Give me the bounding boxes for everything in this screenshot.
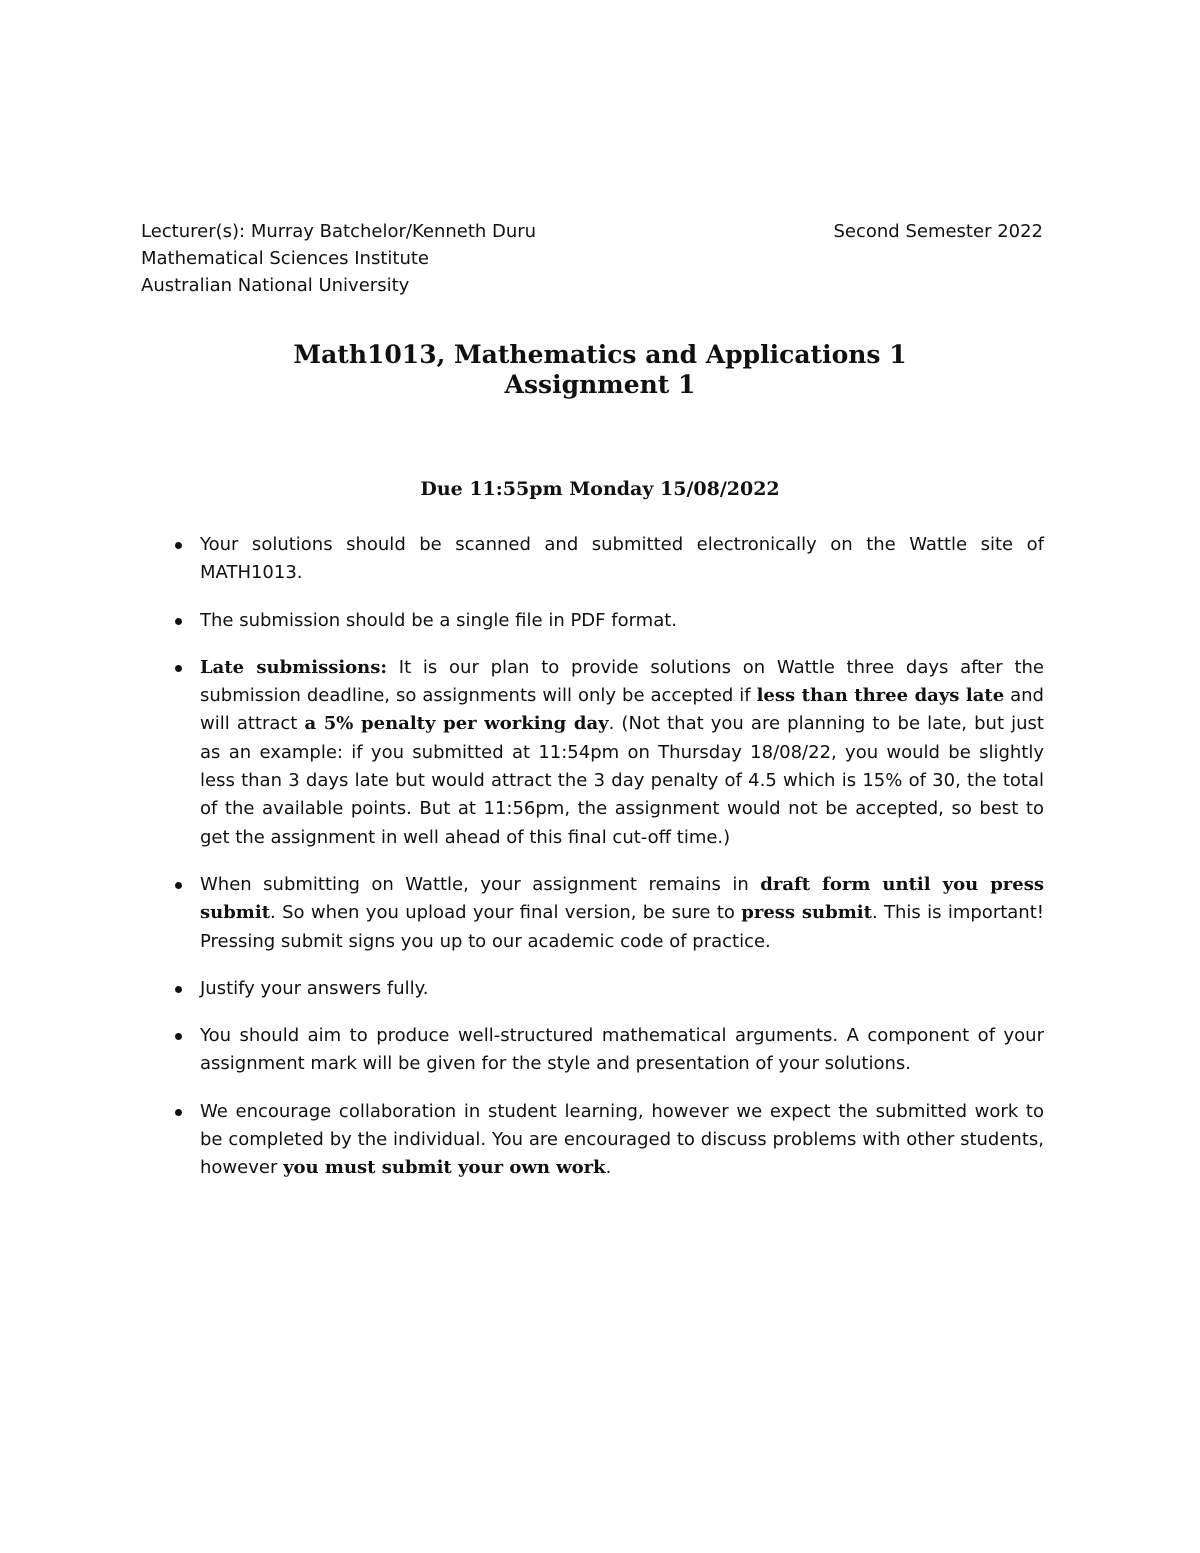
document-title xyxy=(0,340,1200,400)
instruction-item xyxy=(172,1022,1044,1079)
instruction-item xyxy=(172,607,1044,635)
bullet-icon xyxy=(175,542,182,549)
title-course: Math1013, Mathematics and Applications 1 xyxy=(293,340,907,369)
instruction-text: . This is important! Pressing submit signs you up to our academic code of practice. xyxy=(200,902,1044,952)
late-submissions-label: Late submissions: xyxy=(200,656,388,678)
bullet-icon xyxy=(175,882,182,889)
instruction-text: Your solutions should be scanned and submitted electronically on the Wattle site of MATH1013. xyxy=(200,534,1044,584)
instructions-list xyxy=(172,531,1044,1202)
due-date-heading: Due 11:55pm Monday 15/08/2022 xyxy=(420,478,780,500)
course-header xyxy=(141,218,1043,299)
bullet-icon xyxy=(175,618,182,625)
bullet-icon xyxy=(175,1109,182,1116)
emphasis-text: press submit xyxy=(741,902,872,924)
emphasis-text: you must submit your own work xyxy=(283,1157,606,1179)
instruction-item xyxy=(172,871,1044,956)
instruction-text: The submission should be a single file in PDF format. xyxy=(200,609,678,631)
instruction-item xyxy=(172,1098,1044,1183)
bullet-icon xyxy=(175,1033,182,1040)
instruction-text: It is our plan to provide solutions on Wattle three days after the submission deadline, so assignments will only be accepted if xyxy=(200,656,1044,707)
emphasis-text: draft form until you press submit xyxy=(200,873,1044,924)
bullet-icon xyxy=(175,986,182,993)
instruction-text: When submitting on Wattle, your assignment remains in xyxy=(200,873,761,895)
lecturers-line: Lecturer(s): Murray Batchelor/Kenneth Duru xyxy=(141,221,537,242)
institute-line: Mathematical Sciences Institute xyxy=(141,248,429,269)
instruction-text: You should aim to produce well-structured mathematical arguments. A component of your assignment mark will be given for the style and presentation of your solutions. xyxy=(200,1025,1044,1075)
university-line: Australian National University xyxy=(141,275,410,296)
emphasis-text: a 5% penalty per working day xyxy=(304,713,609,735)
instruction-text: We encourage collaboration in student learning, however we expect the submitted work to be completed by the individual. You are encouraged to discuss problems with other students, however xyxy=(200,1100,1044,1179)
instruction-item xyxy=(172,654,1044,852)
emphasis-text: less than three days late xyxy=(756,685,1005,707)
bullet-icon xyxy=(175,665,182,672)
semester-label: Second Semester 2022 xyxy=(833,221,1043,242)
instruction-text: Justify your answers fully. xyxy=(200,977,429,999)
instruction-text: . (Not that you are planning to be late, but just as an example: if you submitted at 11:54pm on Thursday 18/08/22, you would be slightly less than 3 days late but would attract the 3 day penalty of 4.5 which is 15% of 30, the total of the available points. But at 11:56pm, the assignment would not be accepted, so best to get the assignment in well ahead of this final cut-off time.) xyxy=(200,713,1044,848)
instruction-text: . So when you upload your final version, be sure to xyxy=(270,902,742,924)
instruction-item xyxy=(172,975,1044,1003)
instruction-text: and will attract xyxy=(200,685,1044,735)
instruction-item xyxy=(172,531,1044,588)
title-assignment: Assignment 1 xyxy=(504,370,696,399)
instruction-text: . xyxy=(605,1157,612,1179)
